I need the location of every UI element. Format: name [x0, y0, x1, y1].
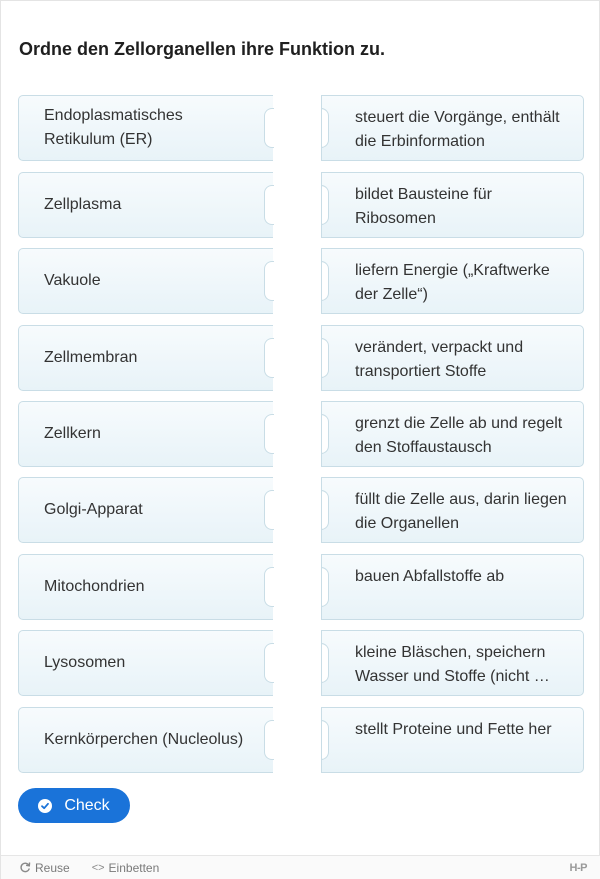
- check-circle-icon: [38, 799, 52, 813]
- check-button-label: Check: [64, 796, 110, 814]
- pair-row: [1, 95, 600, 161]
- term-label: Zellmembran: [44, 349, 138, 366]
- puzzle-knob: [321, 643, 329, 683]
- reuse-label: Reuse: [35, 861, 70, 875]
- term-label: Zellkern: [44, 425, 101, 442]
- puzzle-notch: [264, 720, 274, 760]
- function-card[interactable]: [321, 477, 584, 543]
- term-card[interactable]: [18, 248, 273, 314]
- function-label: grenzt die Zelle ab und regelt den Stoffaustausch: [355, 415, 563, 456]
- function-card[interactable]: [321, 325, 584, 391]
- puzzle-knob: [321, 720, 329, 760]
- function-label: stellt Proteine und Fette her: [355, 721, 552, 738]
- function-card[interactable]: [321, 707, 584, 773]
- function-card[interactable]: [321, 630, 584, 696]
- term-card[interactable]: [18, 325, 273, 391]
- term-card[interactable]: [18, 630, 273, 696]
- function-label: liefern Energie („Kraftwerke der Zelle“): [355, 262, 550, 303]
- term-card[interactable]: [18, 95, 273, 161]
- function-label: kleine Bläschen, speichern Wasser und Stoffe (nicht …: [355, 644, 550, 685]
- pair-row: [1, 172, 600, 238]
- function-card[interactable]: [321, 248, 584, 314]
- term-label: Kernkörperchen (Nucleolus): [44, 731, 244, 748]
- code-icon: <>: [91, 862, 105, 874]
- function-label: bauen Abfallstoffe ab: [355, 568, 505, 585]
- pair-row: [1, 325, 600, 391]
- puzzle-knob: [321, 261, 329, 301]
- pair-row: [1, 401, 600, 467]
- h5p-footer: [1, 855, 600, 879]
- term-label: Endoplasmatisches Retikulum (ER): [44, 107, 183, 148]
- term-label: Lysosomen: [44, 654, 126, 671]
- term-label: Vakuole: [44, 272, 101, 289]
- embed-link[interactable]: [92, 861, 160, 875]
- puzzle-knob: [321, 414, 329, 454]
- puzzle-notch: [264, 261, 274, 301]
- function-card[interactable]: [321, 401, 584, 467]
- puzzle-notch: [264, 185, 274, 225]
- term-label: Golgi-Apparat: [44, 501, 143, 518]
- pair-row: [1, 630, 600, 696]
- puzzle-notch: [264, 414, 274, 454]
- puzzle-notch: [264, 567, 274, 607]
- puzzle-knob: [321, 490, 329, 530]
- function-label: verändert, verpackt und transportiert Stoffe: [355, 339, 524, 380]
- function-label: bildet Bausteine für Ribosomen: [355, 186, 492, 227]
- puzzle-knob: [321, 338, 329, 378]
- term-label: Zellplasma: [44, 196, 122, 213]
- pair-row: [1, 554, 600, 620]
- reuse-icon: [19, 861, 31, 876]
- puzzle-notch: [264, 108, 274, 148]
- term-card[interactable]: [18, 707, 273, 773]
- pair-row: [1, 707, 600, 773]
- function-label: steuert die Vorgänge, enthält die Erbinformation: [355, 109, 560, 150]
- puzzle-knob: [321, 567, 329, 607]
- reuse-link[interactable]: [19, 861, 70, 876]
- puzzle-knob: [321, 185, 329, 225]
- function-card[interactable]: [321, 554, 584, 620]
- puzzle-notch: [264, 338, 274, 378]
- pair-row: [1, 248, 600, 314]
- pair-row: [1, 477, 600, 543]
- function-card[interactable]: [321, 95, 584, 161]
- puzzle-notch: [264, 490, 274, 530]
- task-question: Ordne den Zellorganellen ihre Funktion zu.: [19, 39, 386, 59]
- term-card[interactable]: [18, 172, 273, 238]
- check-button[interactable]: [18, 788, 130, 823]
- puzzle-notch: [264, 643, 274, 683]
- puzzle-knob: [321, 108, 329, 148]
- term-card[interactable]: [18, 554, 273, 620]
- function-card[interactable]: [321, 172, 584, 238]
- function-label: füllt die Zelle aus, darin liegen die Organellen: [355, 491, 567, 532]
- term-card[interactable]: [18, 401, 273, 467]
- embed-label: Einbetten: [108, 861, 160, 875]
- term-card[interactable]: [18, 477, 273, 543]
- term-label: Mitochondrien: [44, 578, 145, 595]
- h5p-logo[interactable]: H-P: [569, 862, 587, 874]
